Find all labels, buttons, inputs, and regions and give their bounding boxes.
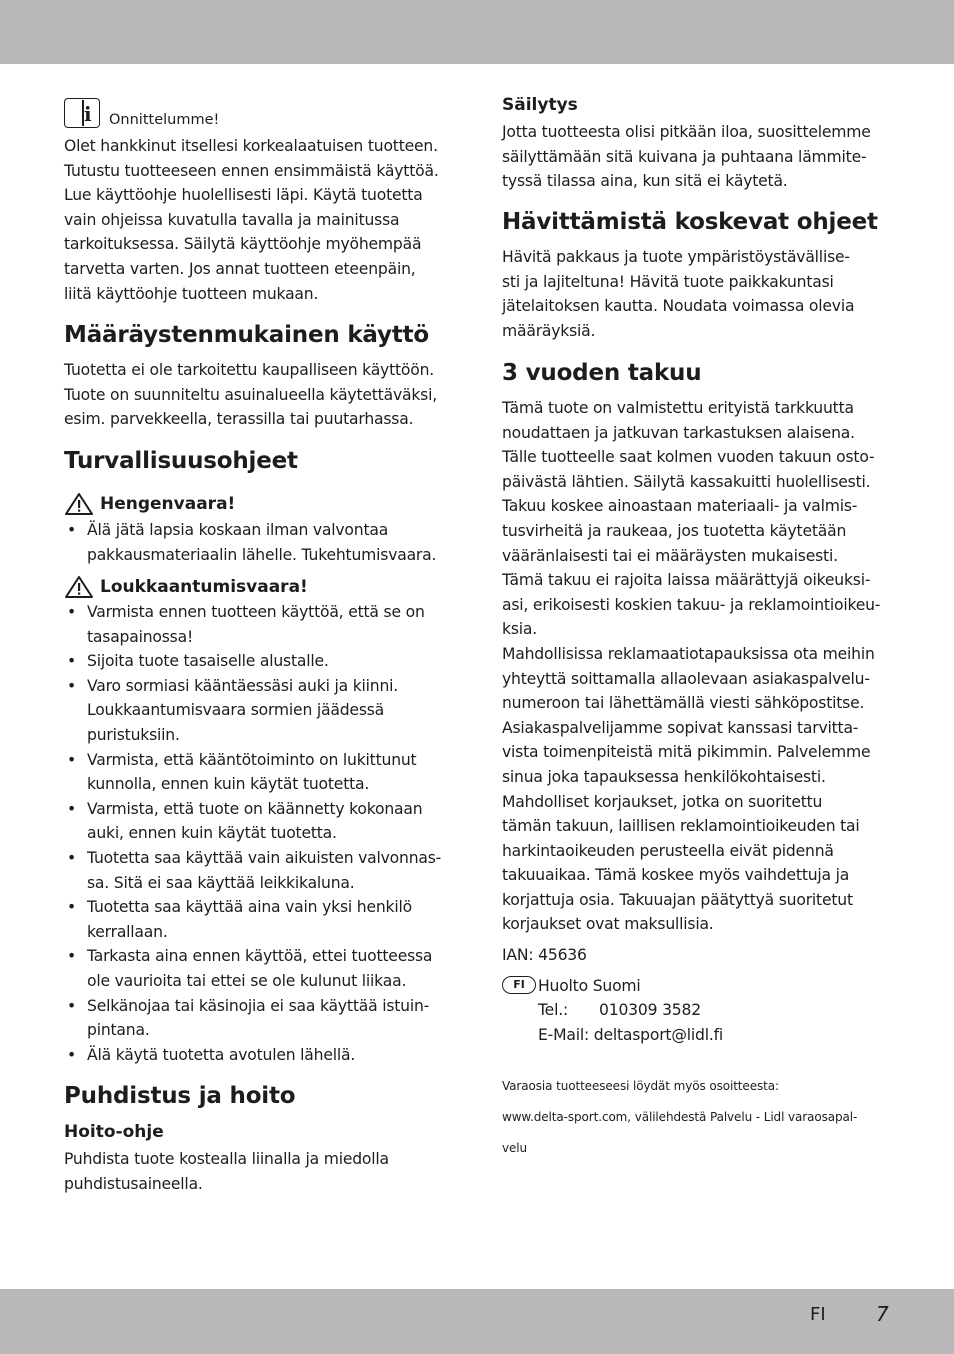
disposal-line: jätelaitoksen kautta. Noudata voimassa olevia (502, 297, 855, 316)
warranty-line: Tämä tuote on valmistettu erityistä tarkkuutta (502, 399, 854, 417)
disposal-line: Hävitä pakkaus ja tuote ympäristöystävällise- (502, 248, 850, 266)
list-item (64, 518, 450, 567)
warranty-line: korjattuja osia. Takuuajan päätyttyä suoritetut (502, 890, 853, 909)
injury-list (64, 600, 450, 1067)
list-item-line: • Älä jätä lapsia koskaan ilman valvontaa (87, 521, 389, 539)
warranty-line: noudattaen ja jatkuvan tarkastuksen alaisena. (502, 423, 855, 442)
list-item-line: kerrallaan. (87, 922, 168, 941)
care-line: puhdistusaineella. (64, 1174, 203, 1193)
list-item-line: kunnolla, ennen kuin käytät tuotetta. (87, 775, 370, 794)
warranty-line: asi, erikoisesti koskien takuu- ja reklamointioikeu- (502, 595, 881, 614)
injury-title: Loukkaantumisvaara! (100, 577, 308, 597)
list-item (64, 748, 450, 797)
spare-line: velu (502, 1141, 528, 1155)
warranty-line: Tämä takuu ei rajoita laissa määrättyjä oikeuksi- (502, 571, 871, 590)
warranty-line: Mahdollisissa reklamaatiotapauksissa ota meihin (502, 644, 875, 663)
warranty-line: Tälle tuotteelle saat kolmen vuoden takuun osto- (502, 448, 875, 467)
storage-line: Jotta tuotteesta olisi pitkään iloa, suosittelemme (502, 123, 871, 141)
intro-line: tarvetta varten. Jos annat tuotteen eteenpäin, (64, 259, 416, 278)
list-item-line: tasapainossa! (87, 627, 194, 646)
warranty-line: Takuu koskee ainoastaan materiaali- ja valmis- (502, 497, 858, 516)
list-item-line: • Varmista ennen tuotteen käyttöä, että se on (87, 603, 425, 621)
intro-text (64, 134, 450, 306)
list-item-line: • Älä käytä tuotetta avotulen lähellä. (87, 1045, 356, 1064)
storage-heading: Säilytys (502, 95, 578, 115)
spare-parts-note (502, 1065, 894, 1170)
country-badge: FI (502, 976, 536, 994)
service-name: Huolto Suomi (538, 977, 641, 995)
list-item-line: pintana. (87, 1021, 150, 1040)
warranty-line: numeroon tai lähettämällä viesti sähköpostitse. (502, 694, 865, 713)
usage-line: Tuotetta ei ole tarkoitettu kaupalliseen käyttöön. (64, 361, 435, 379)
list-item (64, 674, 450, 748)
disposal-line: määräyksiä. (502, 321, 596, 340)
list-item-line: • Tarkasta aina ennen käyttöä, ettei tuotteessa (87, 947, 433, 966)
cleaning-heading: Puhdistus ja hoito (64, 1083, 296, 1109)
warning-triangle-icon (64, 492, 94, 516)
intro-line: vain ohjeissa kuvatulla tavalla ja mainitussa (64, 210, 400, 229)
usage-text (64, 358, 450, 432)
ian-number: IAN: 45636 (502, 946, 587, 964)
footer-language: FI (810, 1304, 826, 1325)
care-line: Puhdista tuote kostealla liinalla ja miedolla (64, 1150, 389, 1168)
list-item-line: • Varmista, että kääntötoiminto on lukittunut (87, 750, 417, 769)
spare-line: Varaosia tuotteeseesi löydät myös osoitteesta: (502, 1079, 779, 1093)
warranty-line: tusvirheitä ja raukeaa, jos tuotetta käytetään (502, 521, 847, 540)
warranty-text (502, 396, 894, 937)
intro-line: Lue käyttöohje huolellisesti läpi. Käytä tuotetta (64, 186, 423, 205)
service-email: E-Mail: deltasport@lidl.fi (538, 1026, 724, 1044)
disposal-text (502, 245, 894, 343)
warranty-line: tämän takuun, laillisen reklamointioikeuden tai (502, 817, 860, 836)
list-item-line: sa. Sitä ei saa käyttää leikkikaluna. (87, 873, 355, 892)
list-item-line: ole vaurioita tai ettei se ole kulunut liikaa. (87, 971, 407, 990)
warranty-heading: 3 vuoden takuu (502, 360, 702, 386)
warranty-line: vista toimenpiteistä mitä pikimmin. Palvelemme (502, 743, 871, 762)
warranty-line: harkintaoikeuden perusteella eivät pidennä (502, 841, 834, 860)
care-text (64, 1147, 450, 1196)
list-item-line: • Varo sormiasi kääntäessäsi auki ja kiinni. (87, 676, 399, 695)
danger-list (64, 518, 450, 567)
intro-line: Olet hankkinut itsellesi korkealaatuisen tuotteen. (64, 137, 438, 155)
phone-row (538, 998, 930, 1023)
warranty-line: Mahdolliset korjaukset, jotka on suoritettu (502, 792, 823, 811)
safety-heading: Turvallisuusohjeet (64, 448, 298, 474)
storage-line: tyssä tilassa aina, kun sitä ei käytetä. (502, 172, 788, 191)
list-item-line: auki, ennen kuin käytät tuotetta. (87, 824, 337, 843)
warranty-line: vääränlaisesti tai ei määräysten mukaisesti. (502, 546, 838, 565)
intro-line: liitä käyttöohje tuotteen mukaan. (64, 284, 319, 303)
list-item-line: • Selkänojaa tai käsinojia ei saa käyttää istuin- (87, 996, 430, 1015)
header-band (0, 0, 954, 64)
storage-text (502, 120, 894, 194)
list-item-line: • Sijoita tuote tasaiselle alustalle. (87, 652, 329, 671)
phone-label: Tel.: (538, 1001, 569, 1019)
list-item-line: puristuksiin. (87, 725, 180, 744)
warning-triangle-icon (64, 575, 94, 599)
disposal-heading: Hävittämistä koskevat ohjeet (502, 209, 878, 235)
list-item (64, 994, 450, 1043)
list-item (64, 944, 450, 993)
danger-title: Hengenvaara! (100, 494, 236, 514)
warranty-line: ksia. (502, 620, 537, 639)
list-item-line: • Tuotetta saa käyttää aina vain yksi henkilö (87, 898, 412, 917)
usage-heading: Määräystenmukainen käyttö (64, 322, 430, 348)
warranty-line: päivästä lähtien. Säilytä kassakuitti huolellisesti. (502, 472, 871, 491)
warranty-line: sinua joka tapauksessa henkilökohtaisesti. (502, 767, 826, 786)
list-item-line: pakkausmateriaalin lähelle. Tukehtumisvaara. (87, 545, 437, 564)
warranty-line: Asiakaspalvelijamme sopivat kanssasi tarvitta- (502, 718, 859, 737)
warranty-line: takuuaikaa. Tämä koskee myös vaihdettuja ja (502, 866, 850, 885)
list-item-line: Loukkaantumisvaara sormien jäädessä (87, 701, 385, 720)
list-item-line: • Tuotetta saa käyttää vain aikuisten valvonnas- (87, 848, 442, 867)
list-item (64, 895, 450, 944)
warranty-line: yhteyttä soittamalla allaolevaan asiakaspalvelu- (502, 669, 870, 688)
list-item (64, 1043, 450, 1068)
info-book-icon: i (64, 98, 100, 128)
intro-line: tarkoituksessa. Säilytä käyttöohje myöhempää (64, 235, 422, 254)
storage-line: säilyttämään sitä kuivana ja puhtaana lämmite- (502, 147, 867, 166)
page-number: 7 (876, 1302, 889, 1326)
warranty-line: korjaukset ovat maksullisia. (502, 915, 714, 934)
usage-line: Tuote on suunniteltu asuinalueella käytettäväksi, (64, 385, 437, 404)
disposal-line: sti ja lajiteltuna! Hävitä tuote paikkakuntasi (502, 272, 834, 291)
list-item-line: • Varmista, että tuote on käännetty kokonaan (87, 799, 423, 818)
intro-title: Onnittelumme! (109, 112, 220, 128)
list-item (64, 846, 450, 895)
usage-line: esim. parvekkeella, terassilla tai puutarhassa. (64, 410, 414, 429)
intro-line: Tutustu tuotteeseen ennen ensimmäistä käyttöä. (64, 161, 439, 180)
injury-warning (64, 575, 308, 599)
phone-number: 010309 3582 (599, 1001, 701, 1019)
list-item (64, 600, 450, 649)
list-item (64, 797, 450, 846)
spare-line: www.delta-sport.com, välilehdestä Palvelu - Lidl varaosapal- (502, 1110, 858, 1124)
list-item (64, 649, 450, 674)
care-heading: Hoito-ohje (64, 1122, 164, 1142)
danger-warning (64, 492, 235, 516)
